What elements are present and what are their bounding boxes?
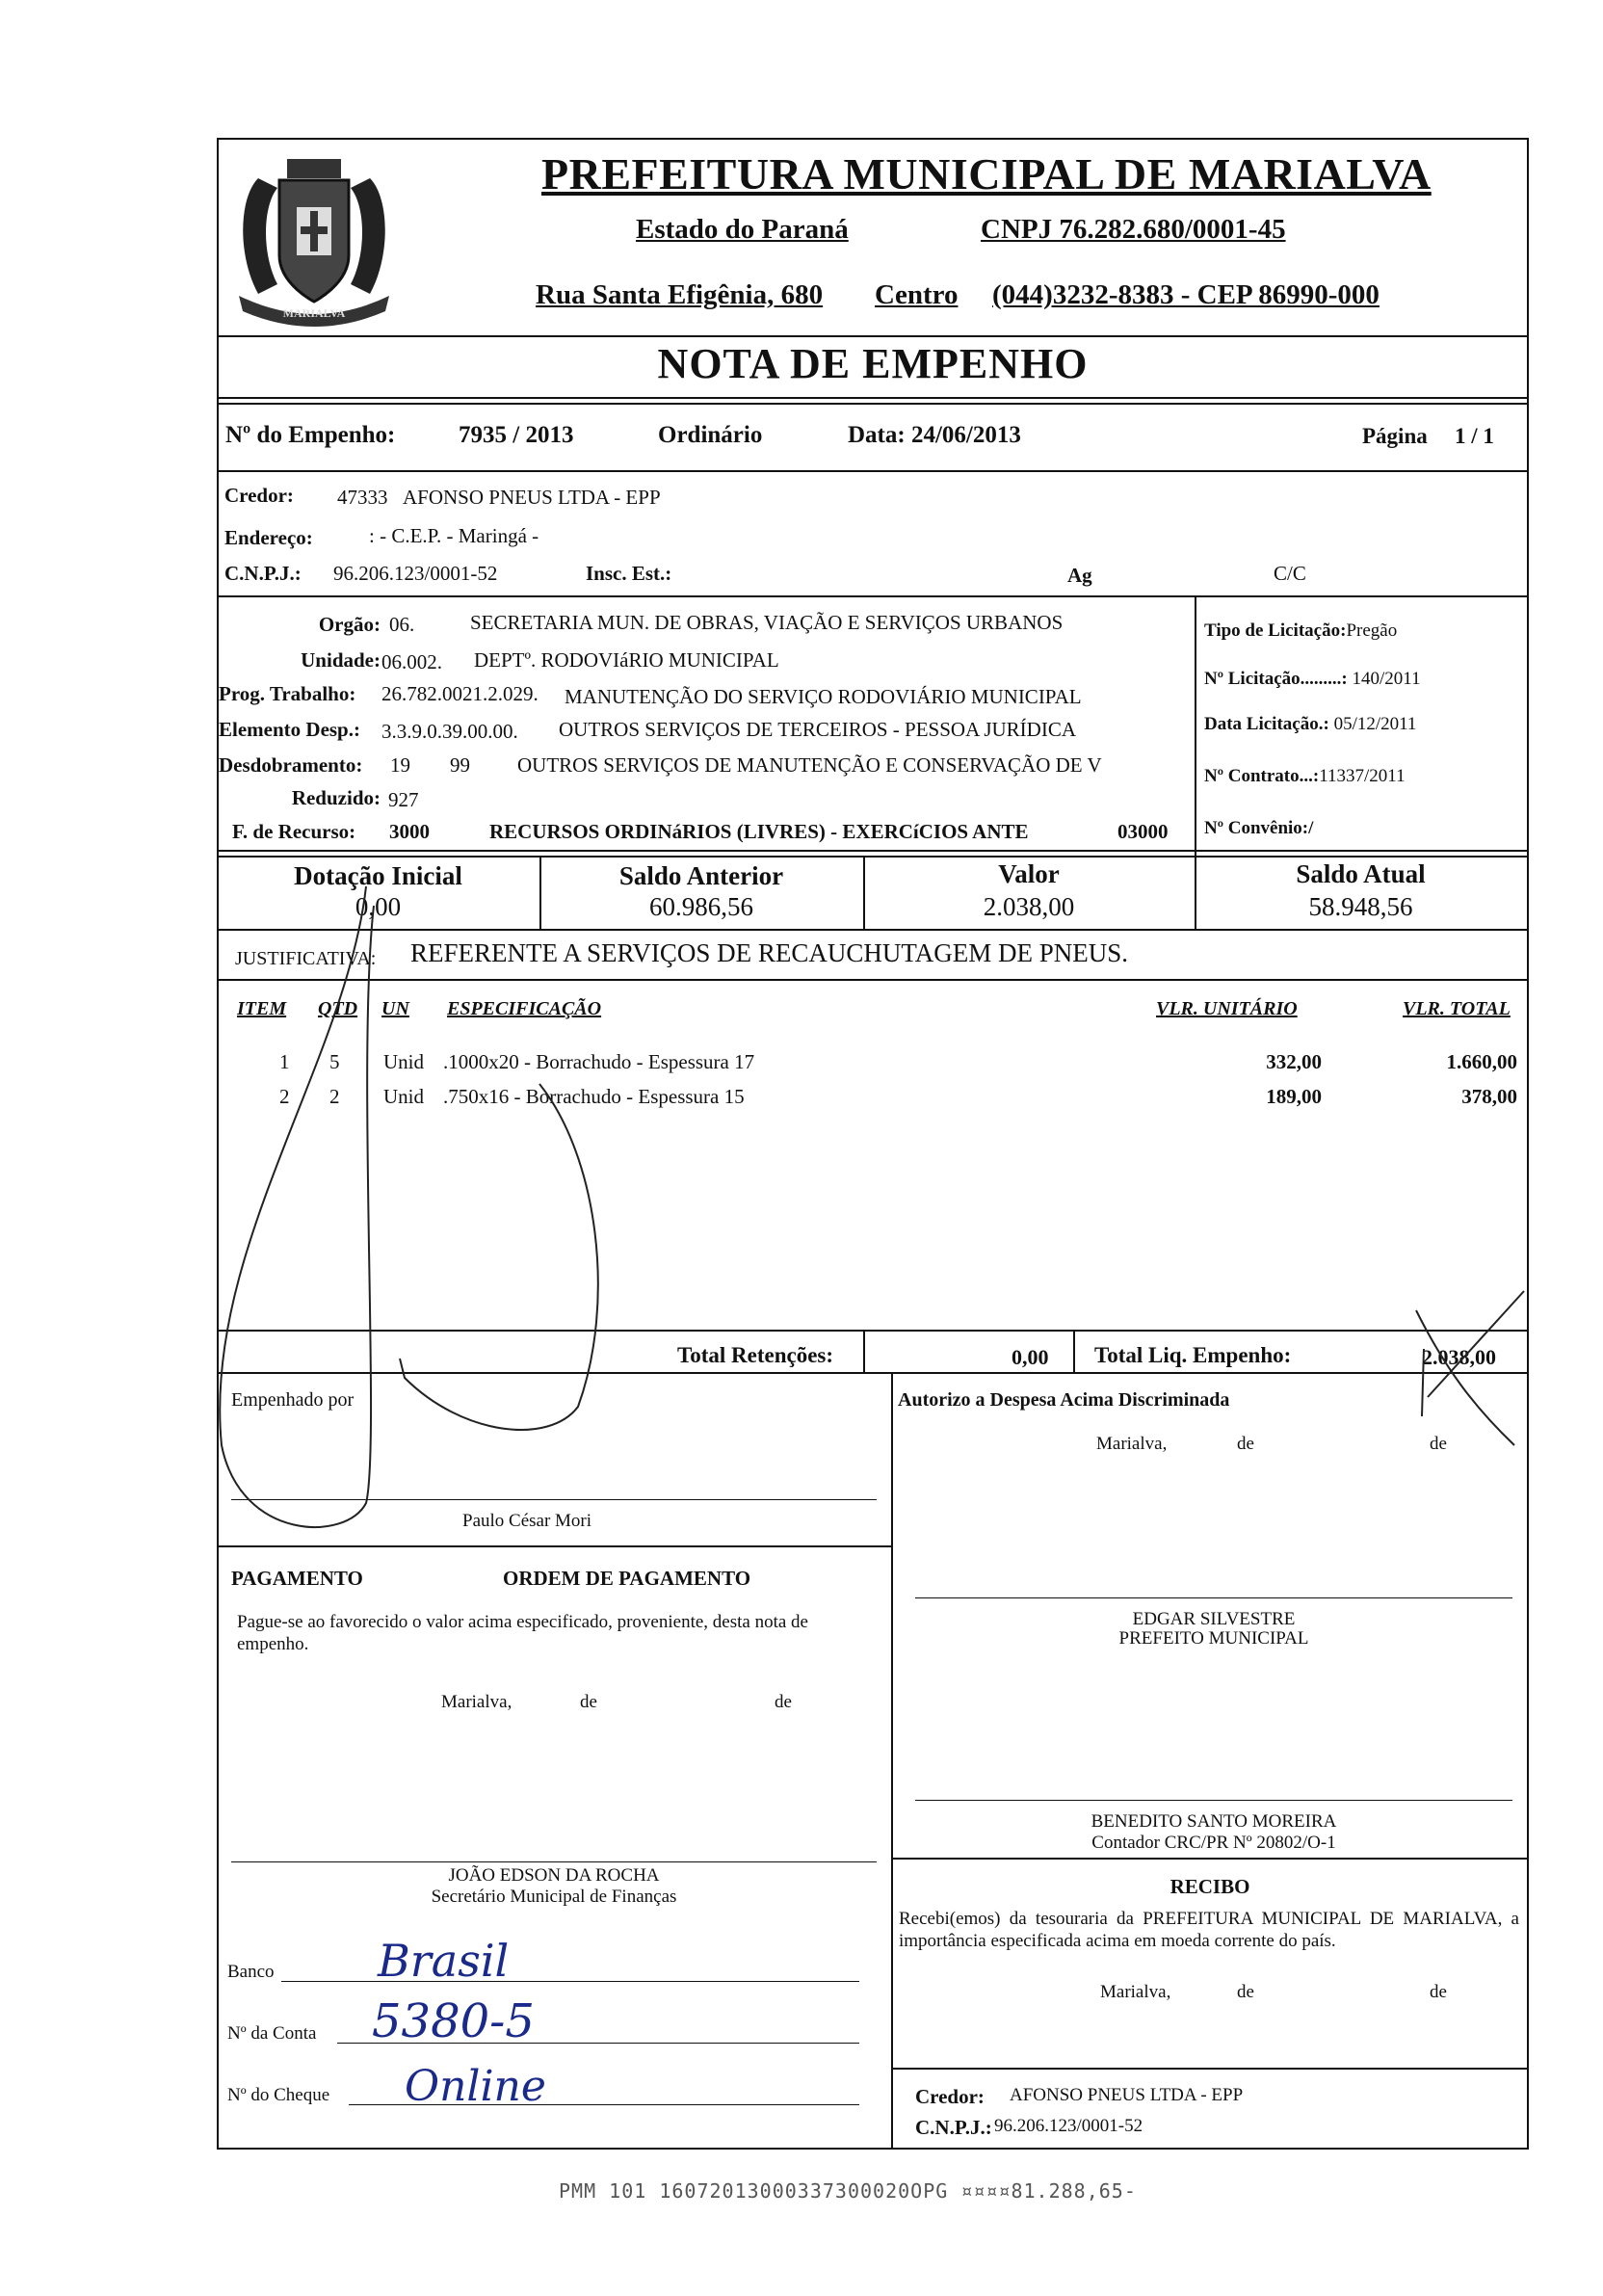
- svg-text:MARIALVA: MARIALVA: [282, 306, 346, 320]
- credor-label: Credor:: [224, 484, 294, 507]
- orgao-label: Orgão:: [318, 613, 381, 636]
- saldo-atual-label: Saldo Atual: [1296, 859, 1426, 888]
- endereco-value: : - C.E.P. - Maringá -: [369, 524, 539, 547]
- recibo-credor-label: Credor:: [915, 2085, 985, 2108]
- desd-b: 99: [450, 753, 470, 777]
- pagamento-city: Marialva,: [441, 1692, 512, 1712]
- col-qtd: QTD: [318, 998, 358, 1019]
- col-un: UN: [381, 998, 409, 1019]
- prog-label: Prog. Trabalho:: [219, 682, 356, 705]
- pagamento-text: Pague-se ao favorecido o valor acima especificado, proveniente, desta nota de empenho.: [237, 1612, 808, 1654]
- contrato-value: 11337/2011: [1319, 766, 1406, 786]
- contador-role: Contador CRC/PR Nº 20802/O-1: [1091, 1833, 1336, 1853]
- tipo-licitacao-value: Pregão: [1346, 620, 1398, 641]
- row2-un: Unid: [383, 1085, 424, 1108]
- row2-item: 2: [279, 1085, 290, 1108]
- row1-unit: 332,00: [1266, 1050, 1322, 1073]
- prefeito-name: EDGAR SILVESTRE: [1132, 1609, 1296, 1629]
- valor-label: Valor: [998, 859, 1060, 888]
- recibo-title: RECIBO: [1169, 1875, 1250, 1898]
- col-vlr-total: VLR. TOTAL: [1403, 998, 1511, 1019]
- conta-handwriting: 5380-5: [372, 1994, 535, 2048]
- desd-label: Desdobramento:: [219, 753, 363, 777]
- footer-stamp: PMM 101 16072013000337300020OPG ¤¤¤¤81.288,65-: [559, 2179, 1137, 2203]
- ag-label: Ag: [1067, 564, 1092, 587]
- saldo-anterior-label: Saldo Anterior: [618, 861, 784, 890]
- reduzido-value: 927: [388, 788, 419, 811]
- row1-item: 1: [279, 1050, 290, 1073]
- convenio-label: Nº Convênio:/: [1204, 818, 1314, 838]
- desd-a: 19: [390, 753, 410, 777]
- conta-label: Nº da Conta: [227, 2023, 317, 2044]
- retencoes-label: Total Retenções:: [677, 1343, 834, 1367]
- elem-name: OUTROS SERVIÇOS DE TERCEIROS - PESSOA JURÍDICA: [559, 718, 1077, 741]
- unidade-code: 06.002.: [381, 650, 442, 673]
- empenho-date: Data: 24/06/2013: [848, 422, 1021, 448]
- elem-code: 3.3.9.0.39.00.00.: [381, 720, 518, 743]
- col-especificacao: ESPECIFICAÇÃO: [447, 998, 602, 1019]
- autorizo-de2: de: [1430, 1434, 1447, 1454]
- empenho-number: 7935 / 2013: [459, 422, 574, 448]
- elem-label: Elemento Desp.:: [219, 718, 360, 741]
- autorizo-city: Marialva,: [1096, 1434, 1168, 1454]
- recibo-cnpj: 96.206.123/0001-52: [994, 2116, 1143, 2136]
- valor-value: 2.038,00: [983, 892, 1075, 921]
- desd-name: OUTROS SERVIÇOS DE MANUTENÇÃO E CONSERVAÇÃO DE V: [517, 753, 1102, 777]
- contador-name: BENEDITO SANTO MOREIRA: [1091, 1811, 1337, 1832]
- contrato-label: Nº Contrato...:: [1204, 766, 1320, 786]
- page-label: Página: [1362, 424, 1428, 448]
- cc-label: C/C: [1274, 562, 1306, 585]
- recibo-de1: de: [1237, 1982, 1254, 2002]
- secretario-role: Secretário Municipal de Finanças: [431, 1887, 677, 1907]
- pagamento-de2: de: [775, 1692, 792, 1712]
- district-label: Centro: [875, 279, 959, 310]
- row1-qtd: 5: [329, 1050, 340, 1073]
- dotacao-value: 0,00: [355, 892, 402, 921]
- retencoes-value: 0,00: [1012, 1345, 1049, 1369]
- data-licitacao-value: 05/12/2011: [1333, 714, 1417, 734]
- saldo-atual-value: 58.948,56: [1308, 892, 1413, 921]
- fonte-name: RECURSOS ORDINáRIOS (LIVRES) - EXERCíCIOS ANTE: [489, 820, 1029, 843]
- row2-total: 378,00: [1461, 1085, 1517, 1108]
- prog-code: 26.782.0021.2.029.: [381, 682, 539, 705]
- orgao-name: SECRETARIA MUN. DE OBRAS, VIAÇÃO E SERVIÇOS URBANOS: [470, 611, 1064, 634]
- saldo-anterior-value: 60.986,56: [649, 892, 753, 921]
- recibo-credor: AFONSO PNEUS LTDA - EPP: [1010, 2085, 1244, 2105]
- num-licitacao-label: Nº Licitação.........:: [1204, 669, 1348, 689]
- data-licitacao-label: Data Licitação.:: [1204, 714, 1329, 734]
- justificativa-label: JUSTIFICATIVA:: [235, 948, 377, 969]
- row2-qtd: 2: [329, 1085, 340, 1108]
- fonte-code: 3000: [389, 820, 430, 843]
- secretario-name: JOÃO EDSON DA ROCHA: [448, 1865, 660, 1886]
- prefeito-role: PREFEITO MUNICIPAL: [1118, 1628, 1309, 1649]
- recibo-de2: de: [1430, 1982, 1447, 2002]
- cheque-handwriting: Online: [405, 2062, 546, 2111]
- fonte-label: F. de Recurso:: [232, 820, 356, 843]
- unidade-name: DEPTº. RODOVIáRIO MUNICIPAL: [474, 648, 779, 672]
- col-vlr-unitario: VLR. UNITÁRIO: [1156, 998, 1298, 1019]
- credor-name: AFONSO PNEUS LTDA - EPP: [403, 486, 661, 509]
- endereco-label: Endereço:: [224, 526, 313, 549]
- row1-un: Unid: [383, 1050, 424, 1073]
- ordem-label: ORDEM DE PAGAMENTO: [503, 1567, 751, 1590]
- tipo-licitacao-label-text: Tipo de Licitação:: [1204, 620, 1347, 641]
- autorizo-de1: de: [1237, 1434, 1254, 1454]
- reduzido-label: Reduzido:: [291, 786, 381, 809]
- recibo-cnpj-label: C.N.P.J.:: [915, 2116, 992, 2139]
- recibo-text: Recebi(emos) da tesouraria da PREFEITURA MUNICIPAL DE MARIALVA, a importância especificada acima em moeda corrente do país.: [899, 1909, 1519, 1951]
- pagamento-label: PAGAMENTO: [231, 1567, 363, 1590]
- credor-code: 47333: [337, 486, 388, 509]
- row1-total: 1.660,00: [1446, 1050, 1517, 1073]
- recibo-city: Marialva,: [1100, 1982, 1171, 2002]
- empenho-type: Ordinário: [658, 422, 763, 448]
- row2-unit: 189,00: [1266, 1085, 1322, 1108]
- phone-cep-label: (044)3232-8383 - CEP 86990-000: [992, 279, 1380, 310]
- doc-title: NOTA DE EMPENHO: [657, 340, 1089, 387]
- fonte-code2: 03000: [1117, 820, 1169, 843]
- row2-desc: .750x16 - Borrachudo - Espessura 15: [443, 1085, 745, 1108]
- orgao-code: 06.: [389, 613, 415, 636]
- credor-cnpj: 96.206.123/0001-52: [333, 562, 498, 585]
- street-label: Rua Santa Efigênia, 680: [536, 279, 824, 310]
- cheque-label: Nº do Cheque: [227, 2085, 330, 2105]
- empenhado-signer: Paulo César Mori: [462, 1511, 592, 1531]
- justificativa-text: REFERENTE A SERVIÇOS DE RECAUCHUTAGEM DE PNEUS.: [410, 938, 1128, 967]
- empenhado-label: Empenhado por: [231, 1389, 355, 1411]
- state-label: Estado do Paraná: [636, 214, 849, 245]
- liq-label: Total Liq. Empenho:: [1094, 1343, 1292, 1367]
- insc-est-label: Insc. Est.:: [586, 562, 672, 585]
- num-licitacao-value: 140/2011: [1352, 669, 1421, 689]
- autorizo-label: Autorizo a Despesa Acima Discriminada: [898, 1389, 1230, 1411]
- banco-label: Banco: [227, 1962, 275, 1982]
- liq-value: 2.038,00: [1422, 1345, 1496, 1369]
- page-number: 1 / 1: [1455, 424, 1494, 448]
- empenho-label: Nº do Empenho:: [225, 422, 396, 448]
- banco-handwriting: Brasil: [378, 1935, 510, 1987]
- credor-cnpj-label: C.N.P.J.:: [224, 562, 302, 585]
- unidade-label: Unidade:: [301, 648, 381, 672]
- col-item: ITEM: [237, 998, 287, 1019]
- row1-desc: .1000x20 - Borrachudo - Espessura 17: [443, 1050, 755, 1073]
- cnpj-header: CNPJ 76.282.680/0001-45: [981, 214, 1286, 245]
- prog-name: MANUTENÇÃO DO SERVIÇO RODOVIÁRIO MUNICIPAL: [565, 685, 1082, 708]
- dotacao-label: Dotação Inicial: [294, 861, 462, 890]
- page-title: PREFEITURA MUNICIPAL DE MARIALVA: [541, 149, 1432, 198]
- pagamento-de1: de: [580, 1692, 597, 1712]
